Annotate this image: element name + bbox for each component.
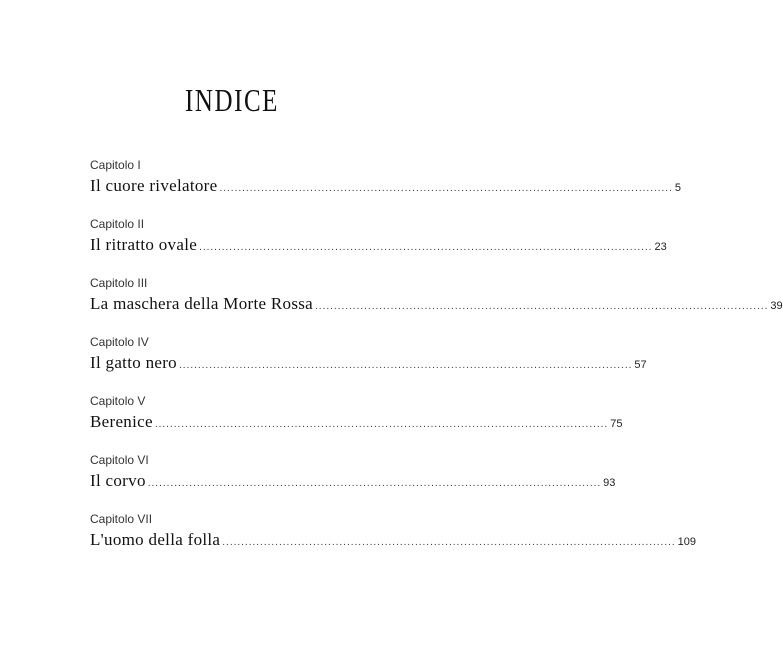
dot-leader: ........................................................................................................................ (178, 360, 633, 371)
dot-leader: ........................................................................................................................ (219, 183, 673, 194)
toc-row (90, 176, 681, 198)
page-number: 93 (603, 477, 616, 489)
chapter-number: Capitolo II (90, 217, 145, 231)
toc-row (90, 235, 667, 257)
chapter-title: L'uomo della folla (90, 530, 221, 549)
chapter-number: Capitolo IV (90, 335, 149, 349)
chapter-title: Il corvo (90, 471, 146, 490)
dot-leader: ........................................................................................................................ (315, 301, 769, 312)
chapter-title: Il cuore rivelatore (90, 176, 218, 195)
page-number: 5 (674, 182, 681, 194)
toc-entry (90, 394, 623, 453)
toc-entry (90, 512, 697, 571)
page-number: 109 (677, 536, 697, 548)
chapter-title: Il gatto nero (90, 353, 177, 372)
toc-entry (90, 276, 783, 335)
toc-row (90, 412, 623, 434)
toc-row (90, 471, 616, 493)
chapter-number: Capitolo I (90, 158, 141, 172)
chapter-title: La maschera della Morte Rossa (90, 294, 314, 313)
toc-row (90, 294, 783, 316)
toc-entry (90, 158, 681, 217)
toc-entry (90, 453, 616, 512)
chapter-number: Capitolo VI (90, 453, 149, 467)
dot-leader: ........................................................................................................................ (199, 242, 653, 253)
chapter-number: Capitolo V (90, 394, 146, 408)
toc-entry (90, 217, 667, 276)
chapter-number: Capitolo III (90, 276, 148, 290)
table-of-contents (90, 158, 783, 571)
dot-leader: ........................................................................................................................ (154, 419, 609, 430)
page-title: INDICE (185, 82, 279, 118)
dot-leader: ........................................................................................................................ (147, 478, 602, 489)
chapter-number: Capitolo VII (90, 512, 153, 526)
chapter-title: Il ritratto ovale (90, 235, 198, 254)
toc-entry (90, 335, 647, 394)
page-number: 23 (654, 241, 667, 253)
page-number: 39 (770, 300, 783, 312)
page-number: 57 (634, 359, 647, 371)
dot-leader: ........................................................................................................................ (222, 537, 676, 548)
page-number: 75 (610, 418, 623, 430)
toc-row (90, 353, 647, 375)
chapter-title: Berenice (90, 412, 153, 431)
toc-row (90, 530, 697, 552)
